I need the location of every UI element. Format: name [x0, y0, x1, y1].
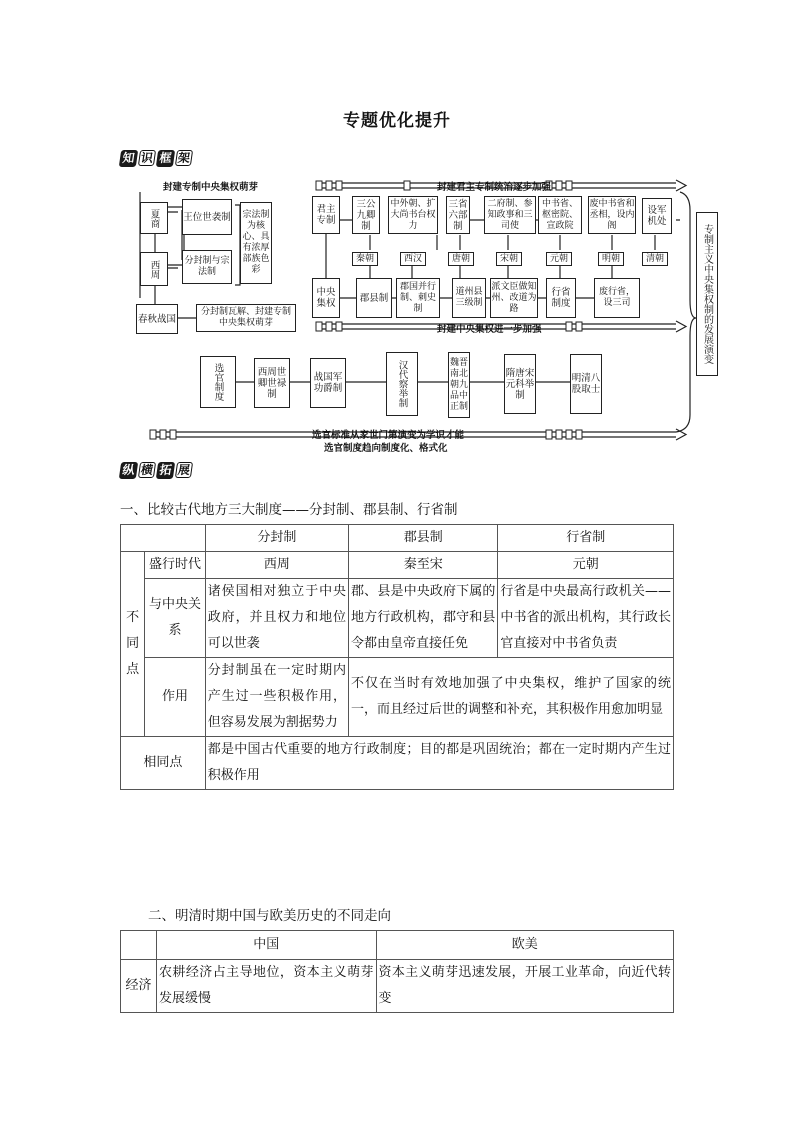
row-label: 作用: [145, 658, 206, 737]
dynasty-ming: 明朝: [598, 252, 624, 266]
expansion-badge: [120, 462, 192, 479]
badge-char: 拓: [156, 462, 175, 479]
box-keju: 隋唐宋元科举制: [504, 354, 536, 414]
xuanguan-note-2: 选官制度趋向制度化、格式化: [324, 443, 448, 454]
box-zhongwai: 中外朝、扩大尚书台权力: [388, 196, 438, 234]
table-cell: 农耕经济占主导地位，资本主义萌芽发展缓慢: [156, 960, 376, 1013]
bottom-arrow-label: 封建中央集权进一步加强: [437, 324, 542, 335]
header-cell: 行省制: [498, 525, 674, 552]
box-junxian: 郡县制: [356, 278, 392, 318]
header-cell: 中国: [156, 931, 376, 960]
box-jungong: 战国军功爵制: [310, 358, 346, 408]
table-header-row: [121, 931, 674, 960]
table-cell: 不仅在当时有效地加强了中央集权，维护了国家的统一，而且经过后世的调整和补充，其积极作用愈加明显: [349, 658, 674, 737]
badge-char: 识: [138, 150, 156, 166]
box-fenfeng-zongfa: 分封制与宗法制: [182, 250, 232, 284]
header-cell: 欧美: [376, 931, 673, 960]
row-label: 与中央关系: [145, 579, 206, 658]
box-sangong: 三公九卿制: [352, 196, 380, 234]
top-arrow-label: 封建君主专制统治逐步加强: [437, 182, 552, 193]
xuanguan-note-1: 选官标准从家世门第演变为学识才能: [312, 430, 465, 441]
table-header-row: [121, 525, 674, 552]
table-cell: 西周: [205, 552, 348, 579]
box-erfu: 二府制、参知政事和三司使: [484, 196, 536, 234]
box-zhongshu: 中书省、枢密院、宣政院: [538, 196, 582, 234]
dynasty-tang: 唐朝: [448, 252, 474, 266]
box-junjichu: 设军机处: [642, 198, 672, 234]
box-sansheng: 三省六部制: [446, 196, 470, 234]
box-xingsheng: 行省制度: [546, 278, 576, 318]
badge-char: 展: [175, 462, 193, 478]
box-paiwen: 派文臣做知州、改道为路: [490, 278, 538, 318]
box-jiupin: 魏晋南北朝九品中正制: [448, 352, 470, 418]
box-fei-xingsheng: 废行省，设三司: [594, 278, 640, 318]
badge-char: 纵: [119, 462, 138, 479]
box-shiqing: 西周世卿世禄制: [254, 358, 290, 408]
section2-heading: 二、明清时期中国与欧美历史的不同走向: [148, 908, 391, 924]
dynasty-qin: 秦朝: [352, 252, 378, 266]
table-cell: 行省是中央最高行政机关——中书省的派出机构，其行政长官直接对中书省负责: [498, 579, 674, 658]
table-cell: 都是中国古代重要的地方行政制度；目的都是巩固统治；都在一定时期内产生过积极作用: [205, 737, 673, 790]
box-wangwei: 王位世袭制: [182, 199, 232, 235]
comparison-table: [120, 524, 674, 790]
box-chunqiu-note: 分封制瓦解、封建专制中央集权萌芽: [196, 304, 296, 332]
box-zongfa: 宗法制为核心、具有浓厚部族色彩: [240, 202, 272, 284]
page-title: 专题优化提升: [343, 111, 451, 131]
table-row: [121, 737, 674, 790]
table-cell: 分封制虽在一定时期内产生过一些积极作用，但容易发展为割据势力: [205, 658, 348, 737]
row-label: 相同点: [121, 737, 206, 790]
butong-label: 不同点: [121, 552, 145, 737]
badge-char: 知: [119, 150, 138, 167]
box-xuanguan: 选官制度: [200, 356, 236, 408]
header-cell: 郡县制: [349, 525, 498, 552]
row-label: 经济: [121, 960, 157, 1013]
box-right-label: 专制主义中央集权制的发展演变: [696, 212, 718, 376]
box-daozhou: 道州县三级制: [452, 278, 486, 318]
table-row: [121, 960, 674, 1013]
badge-char: 横: [138, 462, 156, 478]
box-zhongyang: 中央集权: [312, 278, 340, 318]
table-row: [121, 658, 674, 737]
box-bagu: 明清八股取士: [570, 354, 602, 414]
box-chunqiu: 春秋战国: [136, 304, 178, 334]
left-caption: 封建专制中央集权萌芽: [163, 182, 259, 193]
section1-heading: 一、比较古代地方三大制度——分封制、郡县制、行省制: [120, 502, 458, 518]
table-row: [121, 579, 674, 658]
box-xia-shang: 夏商: [140, 202, 168, 234]
box-junguo: 郡国并行制、刺史制: [396, 278, 440, 318]
box-fei-zhongshu: 废中书省和丞相，设内阁: [588, 196, 636, 234]
header-cell: 分封制: [205, 525, 348, 552]
box-junzhu: 君主专制: [312, 196, 340, 234]
dynasty-yuan: 元朝: [546, 252, 572, 266]
direction-table: [120, 930, 674, 1013]
table-row: [121, 552, 674, 579]
box-chaju: 汉代察举制: [386, 352, 418, 416]
badge-char: 框: [156, 150, 175, 167]
table-cell: 郡、县是中央政府下属的地方行政机构，郡守和县令都由皇帝直接任免: [349, 579, 498, 658]
row-label: 盛行时代: [145, 552, 206, 579]
dynasty-qing: 清朝: [642, 252, 668, 266]
table-cell: 资本主义萌芽迅速发展，开展工业革命，向近代转变: [376, 960, 673, 1013]
box-xizhou: 西周: [140, 252, 168, 286]
table-cell: 秦至宋: [349, 552, 498, 579]
dynasty-song: 宋朝: [496, 252, 522, 266]
table-cell: 元朝: [498, 552, 674, 579]
dynasty-xihan: 西汉: [400, 252, 426, 266]
badge-char: 架: [175, 150, 193, 166]
table-cell: 诸侯国相对独立于中央政府，并且权力和地位可以世袭: [205, 579, 348, 658]
